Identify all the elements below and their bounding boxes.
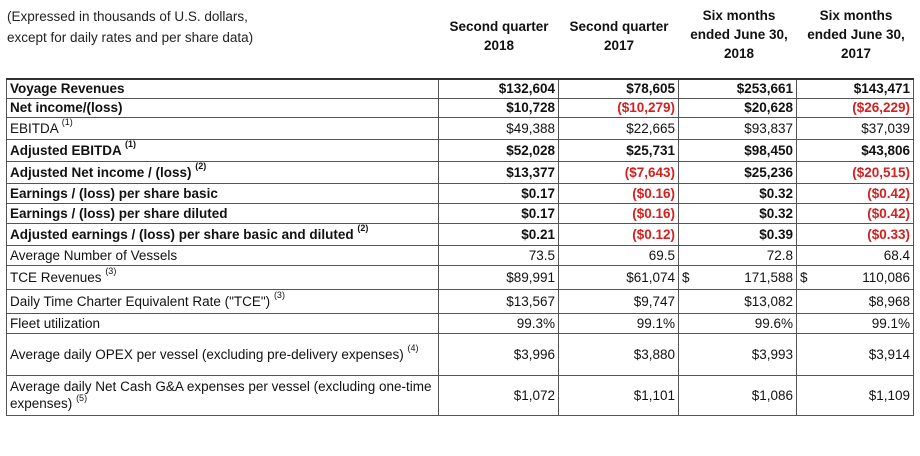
value-text: $1,086 xyxy=(751,387,793,403)
value-text: ($0.16) xyxy=(632,205,675,221)
value-cell xyxy=(797,183,914,203)
value-text: 99.6% xyxy=(754,315,793,331)
row-label-text: Average Number of Vessels xyxy=(10,247,178,263)
table-body xyxy=(7,79,914,415)
footnote-marker: (3) xyxy=(273,290,285,300)
value-text: $0.32 xyxy=(759,205,793,221)
value-cell xyxy=(439,265,559,289)
value-text: $49,388 xyxy=(506,120,555,136)
row-label xyxy=(7,98,439,117)
value-text: ($7,643) xyxy=(624,164,675,180)
table-row xyxy=(7,79,914,98)
value-cell xyxy=(559,265,679,289)
value-cell xyxy=(679,245,797,265)
value-text: $3,993 xyxy=(751,346,793,362)
value-cell xyxy=(679,161,797,183)
value-text: ($26,229) xyxy=(852,100,910,115)
col-header-line: ended June 30, xyxy=(807,27,905,42)
value-cell xyxy=(797,289,914,313)
value-text: $25,731 xyxy=(626,142,675,158)
currency-symbol: $ xyxy=(682,269,690,285)
col-header-line: Second quarter xyxy=(569,19,669,34)
table-row xyxy=(7,139,914,161)
row-label-text: Daily Time Charter Equivalent Rate ("TCE") xyxy=(10,293,271,309)
row-label-text: EBITDA xyxy=(10,120,59,136)
value-text: $89,991 xyxy=(506,269,555,285)
value-text: $20,628 xyxy=(744,100,793,115)
table-row xyxy=(7,313,914,333)
value-text: $13,567 xyxy=(506,293,555,309)
value-cell xyxy=(679,265,797,289)
value-cell xyxy=(797,117,914,139)
value-cell xyxy=(559,289,679,313)
table-row xyxy=(7,333,914,375)
row-label-text: Voyage Revenues xyxy=(10,81,125,97)
row-label xyxy=(7,333,439,375)
value-cell xyxy=(797,139,914,161)
value-cell xyxy=(679,223,797,245)
row-label-text: Earnings / (loss) per share basic xyxy=(10,185,218,201)
value-cell xyxy=(797,375,914,415)
value-text: 99.3% xyxy=(516,315,555,331)
value-text: $0.17 xyxy=(521,185,555,201)
row-label xyxy=(7,79,439,98)
table-row xyxy=(7,117,914,139)
row-label-text: Average daily OPEX per vessel (excluding pre-delivery expenses) xyxy=(10,346,404,362)
value-cell xyxy=(559,375,679,415)
row-label xyxy=(7,139,439,161)
value-cell xyxy=(559,183,679,203)
value-cell xyxy=(439,289,559,313)
col-header-line: 2017 xyxy=(840,46,872,61)
row-label xyxy=(7,375,439,415)
table-row xyxy=(7,375,914,415)
value-cell xyxy=(679,139,797,161)
value-text: 99.1% xyxy=(636,315,675,331)
row-label xyxy=(7,161,439,183)
value-text: $8,968 xyxy=(868,293,910,309)
value-text: $43,806 xyxy=(861,142,910,158)
value-cell xyxy=(559,333,679,375)
value-text: $13,377 xyxy=(506,164,555,180)
value-text: $253,661 xyxy=(736,81,793,97)
value-text: 171,588 xyxy=(744,269,793,285)
column-header-q2-2017 xyxy=(560,17,678,55)
footnote-marker: (2) xyxy=(195,161,207,171)
value-text: ($20,515) xyxy=(852,164,910,180)
column-header-6m-2017 xyxy=(798,6,914,63)
value-cell xyxy=(679,203,797,223)
col-header-line: Six months xyxy=(702,8,776,23)
value-text: $1,072 xyxy=(513,387,555,403)
value-cell xyxy=(559,245,679,265)
value-cell xyxy=(679,98,797,117)
value-cell xyxy=(439,245,559,265)
value-cell xyxy=(559,223,679,245)
row-label xyxy=(7,223,439,245)
table-row xyxy=(7,203,914,223)
col-header-line: 2018 xyxy=(483,38,515,53)
value-text: $3,914 xyxy=(868,346,910,362)
value-cell xyxy=(559,139,679,161)
col-header-line: 2017 xyxy=(603,38,635,53)
value-cell xyxy=(679,289,797,313)
table-header xyxy=(0,0,920,76)
col-header-line: ended June 30, xyxy=(690,27,788,42)
value-text: $9,747 xyxy=(633,293,675,309)
row-label-text: Adjusted Net income / (loss) xyxy=(10,164,192,180)
units-note-line2: except for daily rates and per share data) xyxy=(7,30,254,45)
row-label xyxy=(7,203,439,223)
value-text: $98,450 xyxy=(744,142,793,158)
value-cell xyxy=(559,313,679,333)
col-header-line: Second quarter xyxy=(449,19,549,34)
value-cell xyxy=(439,313,559,333)
value-text: $61,074 xyxy=(626,269,675,285)
value-text: $13,082 xyxy=(744,293,793,309)
value-text: $93,837 xyxy=(744,120,793,136)
value-cell xyxy=(797,79,914,98)
value-cell xyxy=(439,79,559,98)
value-cell xyxy=(559,98,679,117)
value-cell xyxy=(439,161,559,183)
value-cell xyxy=(439,139,559,161)
value-cell xyxy=(439,203,559,223)
row-label-text: Adjusted earnings / (loss) per share basic and diluted xyxy=(10,226,354,242)
row-label-text: TCE Revenues xyxy=(10,269,102,285)
col-header-line: 2018 xyxy=(723,46,755,61)
value-text: 73.5 xyxy=(528,247,555,263)
value-cell xyxy=(797,98,914,117)
row-label xyxy=(7,183,439,203)
value-cell xyxy=(679,313,797,333)
value-text: 99.1% xyxy=(871,315,910,331)
column-header-q2-2018 xyxy=(440,17,558,55)
footnote-marker: (1) xyxy=(61,117,73,127)
value-cell xyxy=(797,161,914,183)
value-text: $143,471 xyxy=(853,81,910,97)
value-text: 69.5 xyxy=(648,247,675,263)
value-cell xyxy=(679,117,797,139)
value-cell xyxy=(439,223,559,245)
value-cell xyxy=(797,245,914,265)
value-cell xyxy=(679,79,797,98)
footnote-marker: (3) xyxy=(105,266,117,276)
value-cell xyxy=(797,265,914,289)
value-cell xyxy=(559,203,679,223)
value-cell xyxy=(679,375,797,415)
value-text: $78,605 xyxy=(626,81,675,97)
value-text: $52,028 xyxy=(506,142,555,158)
financial-highlights-table xyxy=(6,78,914,416)
value-cell xyxy=(559,79,679,98)
table-row xyxy=(7,183,914,203)
table-row xyxy=(7,98,914,117)
row-label-text: Fleet utilization xyxy=(10,315,101,331)
value-text: $0.39 xyxy=(759,226,793,242)
value-cell xyxy=(797,203,914,223)
value-cell xyxy=(439,375,559,415)
value-text: $3,880 xyxy=(633,346,675,362)
footnote-marker: (5) xyxy=(76,392,88,403)
footnote-marker: (4) xyxy=(407,343,419,353)
value-text: $0.21 xyxy=(521,226,555,242)
value-text: ($10,279) xyxy=(617,100,675,115)
value-text: $1,109 xyxy=(868,387,910,403)
value-text: ($0.33) xyxy=(867,226,910,242)
value-text: 68.4 xyxy=(883,247,910,263)
value-cell xyxy=(559,161,679,183)
value-cell xyxy=(679,183,797,203)
table-row xyxy=(7,223,914,245)
value-text: $37,039 xyxy=(861,120,910,136)
value-cell xyxy=(559,117,679,139)
col-header-line: Six months xyxy=(819,8,893,23)
currency-symbol: $ xyxy=(800,269,808,285)
value-text: ($0.42) xyxy=(867,205,910,221)
value-text: $22,665 xyxy=(626,120,675,136)
value-cell xyxy=(439,333,559,375)
row-label xyxy=(7,245,439,265)
row-label xyxy=(7,265,439,289)
value-cell xyxy=(439,98,559,117)
value-text: $1,101 xyxy=(633,387,675,403)
row-label xyxy=(7,117,439,139)
value-cell xyxy=(439,183,559,203)
value-text: ($0.12) xyxy=(632,226,675,242)
value-text: 110,086 xyxy=(862,269,910,285)
value-text: $0.32 xyxy=(759,185,793,201)
column-header-6m-2018 xyxy=(683,6,795,63)
value-text: ($0.42) xyxy=(867,185,910,201)
value-text: $3,996 xyxy=(513,346,555,362)
row-label xyxy=(7,313,439,333)
value-cell xyxy=(797,333,914,375)
row-label-text: Earnings / (loss) per share diluted xyxy=(10,205,228,221)
value-text: $0.17 xyxy=(521,205,555,221)
value-cell xyxy=(679,333,797,375)
row-label-text: Average daily Net Cash G&A expenses per vessel (excluding one-time expenses) xyxy=(10,379,432,411)
table-row xyxy=(7,265,914,289)
value-cell xyxy=(797,313,914,333)
value-text: $25,236 xyxy=(744,164,793,180)
units-note-line1: (Expressed in thousands of U.S. dollars, xyxy=(7,9,248,24)
table-row xyxy=(7,245,914,265)
value-cell xyxy=(797,223,914,245)
row-label-text: Net income/(loss) xyxy=(10,100,123,115)
table-row xyxy=(7,289,914,313)
value-cell xyxy=(439,117,559,139)
value-text: ($0.16) xyxy=(632,185,675,201)
value-text: $10,728 xyxy=(506,100,555,115)
value-text: $132,604 xyxy=(498,81,555,97)
footnote-marker: (1) xyxy=(125,139,137,149)
table-row xyxy=(7,161,914,183)
row-label xyxy=(7,289,439,313)
units-note xyxy=(7,6,253,48)
value-text: 72.8 xyxy=(766,247,793,263)
footnote-marker: (2) xyxy=(357,223,369,233)
row-label-text: Adjusted EBITDA xyxy=(10,142,122,158)
